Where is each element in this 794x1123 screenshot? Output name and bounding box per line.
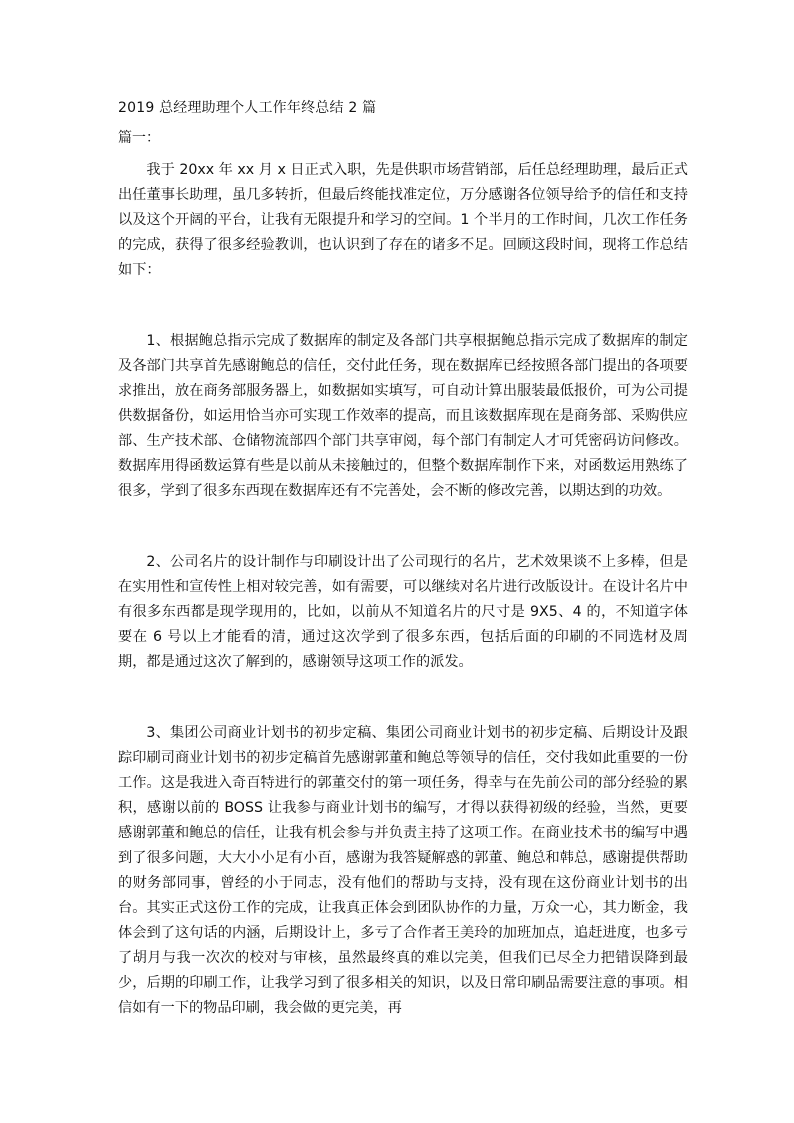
document-title: 2019 总经理助理个人工作年终总结 2 篇 bbox=[118, 100, 377, 116]
section-label: 篇一： bbox=[118, 130, 160, 146]
paragraph-spacer bbox=[118, 675, 688, 721]
paragraph-spacer bbox=[118, 283, 688, 329]
paragraph-item-2: 2、公司名片的设计制作与印刷设计出了公司现行的名片，艺术效果谈不上多棒，但是在实用性和宣传性上相对较完善，如有需要，可以继续对名片进行改版设计。在设计名片中有很多东西都是现学现用的，比如，以前从不知道名片的尺寸是 9X5、4 的，不知道字体要在 6 号以上才能看的清，通过这次学到了很多东西，包括后面的印刷的不同选材及周期，都是通过这次了解到的，感谢领导这项工作的派发。 bbox=[118, 554, 688, 670]
document-body bbox=[118, 96, 688, 1021]
paragraph-item-1: 1、根据鲍总指示完成了数据库的制定及各部门共享根据鲍总指示完成了数据库的制定及各部门共享首先感谢鲍总的信任，交付此任务，现在数据库已经按照各部门提出的各项要求推出，放在商务部服务器上，如数据如实填写，可自动计算出服装最低报价，可为公司提供数据备份，如运用恰当亦可实现工作效率的提高，而且该数据库现在是商务部、采购供应部、生产技术部、仓储物流部四个部门共享审阅，每个部门有制定人才可凭密码访问修改。数据库用得函数运算有些是以前从未接触过的，但整个数据库制作下来，对函数运用熟练了很多，学到了很多东西现在数据库还有不完善处，会不断的修改完善，以期达到的功效。 bbox=[118, 333, 688, 499]
paragraph-item-3: 3、集团公司商业计划书的初步定稿、集团公司商业计划书的初步定稿、后期设计及跟踪印刷司商业计划书的初步定稿首先感谢郭董和鲍总等领导的信任，交付我如此重要的一份工作。这是我进入奇百特进行的郭董交付的第一项任务，得幸与在先前公司的部分经验的累积，感谢以前的 BOSS 让我参与商业计划书的编写，才得以获得初级的经验，当然，更要感谢郭董和鲍总的信任，让我有机会参与并负责主持了这项工作。在商业技术书的编写中遇到了很多问题，大大小小足有小百，感谢为我答疑解惑的郭董、鲍总和韩总，感谢提供帮助的财务部同事，曾经的小于同志，没有他们的帮助与支持，没有现在这份商业计划书的出台。其实正式这份工作的完成，让我真正体会到团队协作的力量，万众一心，其力断金，我体会到了这句话的内涵，后期设计上，多亏了合作者王美玲的加班加点，追赶进度，也多亏了胡月与我一次次的校对与审核，虽然最终真的难以完美，但我们已尽全力把错误降到最少，后期的印刷工作，让我学习到了很多相关的知识，以及日常印刷品需要注意的事项。相信如有一下的物品印刷，我会做的更完美，再 bbox=[118, 725, 688, 1016]
paragraph-spacer bbox=[118, 504, 688, 550]
paragraph-intro: 我于 20xx 年 xx 月 x 日正式入职，先是供职市场营销部，后任总经理助理，最后正式出任董事长助理，虽几多转折，但最后终能找准定位，万分感谢各位领导给予的信任和支持以及这个开阔的平台，让我有无限提升和学习的空间。1 个半月的工作时间，几次工作任务的完成，获得了很多经验教训，也认识到了存在的诸多不足。回顾这段时间，现将工作总结如下： bbox=[118, 162, 688, 278]
